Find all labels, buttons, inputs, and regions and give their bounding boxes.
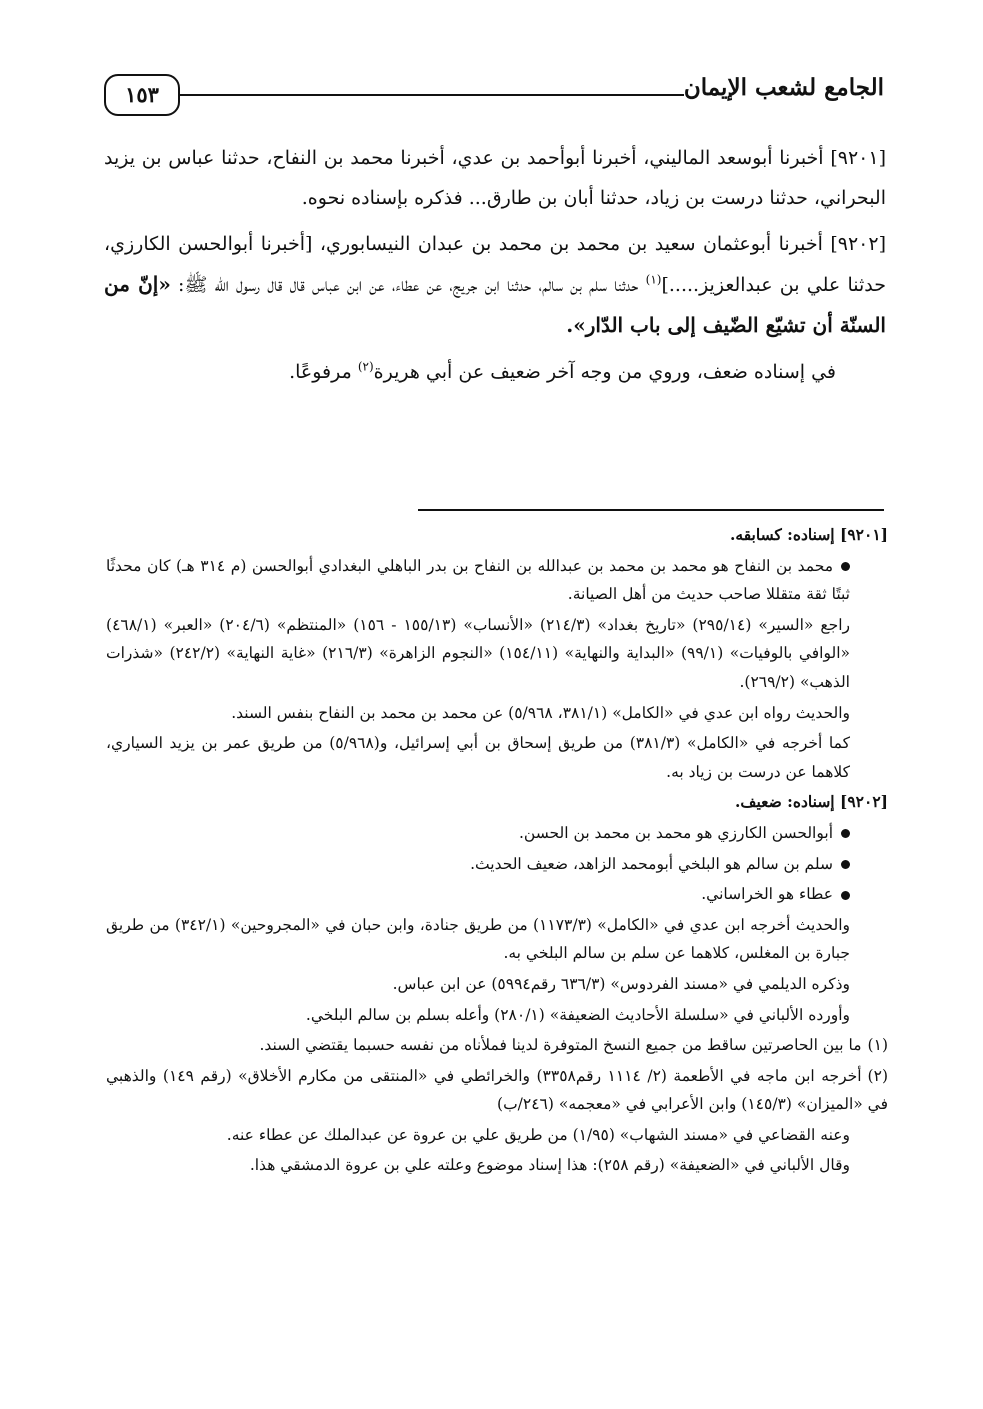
note-9201-takhrij: كما أخرجه في «الكامل» (٣٨١/٣) من طريق إسحاق بن أبي إسرائيل، و(٥/٩٦٨) من طريق عمر بن يزيد السياري، كلاهما عن درست بن زياد به. [106,734,850,781]
note-9202-bullet-1 [106,819,888,848]
note-9202-bullet-3 [106,880,888,909]
bullet-icon [841,891,850,900]
note-9201-heading: [٩٢٠١] إسناده: كسابقه. [729,525,888,544]
narration-9201: [٩٢٠١] أخبرنا أبوسعد الماليني، أخبرنا أبوأحمد بن عدي، أخبرنا محمد بن النفاح، حدثنا عباس بن يزيد البحراني، حدثنا درست بن زياد، حدثنا أبان بن طارق... فذكره بإسناده نحوه. [104,147,886,209]
hadith-text: «إنّ من السنّة أن تشيّع الضّيف إلى باب الدّار». [104,272,886,337]
page-number: ١٥٣ [104,74,180,116]
bullet-icon [841,562,850,571]
note-9202-bullet-1-text: أبوالحسن الكارزي هو محمد بن محمد بن الحسن. [519,823,833,842]
note-9202-heading: [٩٢٠٢] إسناده: ضعيف. [735,792,888,812]
grading-text-end: مرفوعًا. [289,361,358,383]
footnote-ref-1[interactable]: (١) [645,272,662,287]
note-9202-takhrij-3: وأورده الألباني في «سلسلة الأحاديث الضعيفة» (٢٨٠/١) وأعله بسلم بن سالم البلخي. [305,1005,850,1024]
note-9201-bullet [106,552,888,609]
grading-note [104,352,886,392]
note-9201-references: راجع «السير» (٢٩٥/١٤) «تاريخ بغداد» (٢١٤/٣) «الأنساب» (١٥٥/١٣ - ١٥٦) «المنتظم» (٢٠٤/٦) «العبر» (٤٦٨/١) «الوافي بالوفيات» (٩٩/١) «البداية والنهاية» (١٥٤/١١) «النجوم الزاهرة» (٢١٦/٣) «غاية النهاية» (٢٤٢/٢) «شذرات الذهب» (٢٦٩/٢). [106,615,851,691]
note-9201-bullet-text: محمد بن النفاح هو محمد بن محمد بن عبدالله بن النفاح بن بدر الباهلي البغدادي أبوالحسن (م ٣١٤ هـ) كان محدثًا ثبتًا ثقة متقللا صاحب حديث من أهل الصيانة. [106,556,850,604]
note-9202-bullet-2 [106,850,888,879]
bullet-icon [841,860,850,869]
running-title: الجامع لشعب الإيمان [683,74,884,101]
footnote-2-marker: (٢) [867,1066,888,1085]
bullet-icon [841,829,850,838]
footnote-2-text: أخرجه ابن ماجه في الأطعمة (٢/ ١١١٤ رقم٣٣٥٨) والخرائطي في «المنتقى من مكارم الأخلاق» (رقم ١٤٩) والذهبي في «الميزان» (١٤٥/٣) وابن الأعرابي في «معجمه» (٢٤٦/ب) [106,1066,888,1114]
grading-text: في إسناده ضعف، وروي من وجه آخر ضعيف عن أبي هريرة [373,361,836,383]
note-9202-bullet-2-text: سلم بن سالم هو البلخي أبومحمد الزاهد، ضعيف الحديث. [470,854,833,873]
header-rule [180,94,684,96]
notes-separator [418,509,884,511]
footnote-ref-2[interactable]: (٢) [357,359,374,374]
note-9202-takhrij-1: والحديث أخرجه ابن عدي في «الكامل» (١١٧٣/٣) من طريق جنادة، وابن حبان في «المجروحين» (٣٤٢/١) من طريق جبارة بن المغلس، كلاهما عن سلم بن سالم البلخي به. [106,915,850,963]
footnote-1-marker: (١) [867,1036,888,1055]
note-9202-bullet-3-text: عطاء هو الخراساني. [701,885,833,904]
notes-section [106,521,888,1182]
note-9202-takhrij-2: وذكره الديلمي في «مسند الفردوس» (٦٣٦/٣ رقم٥٩٩٤) عن ابن عباس. [392,974,850,993]
footnote-1 [106,1031,888,1060]
page-header [104,70,884,130]
footnote-1-text: ما بين الحاصرتين ساقط من جميع النسخ المتوفرة لدينا فملأناه من نفسه حسبما يقتضي السند. [259,1036,862,1055]
narration-9202 [104,224,886,346]
footnote-2 [106,1062,888,1119]
footnote-2-continued-2: وقال الألباني في «الضعيفة» (رقم ٢٥٨): هذا إسناد موضوع وعلته علي بن عروة الدمشقي هذا. [249,1156,850,1175]
narration-9202-chain: [٩٢٠٢] أخبرنا أبوعثمان سعيد بن محمد بن محمد بن عبدان النيسابوري، [أخبرنا أبوالحسن الكارزي، حدثنا علي بن عبدالعزيز.....] [104,233,886,296]
footnote-2-continued-1: وعنه القضاعي في «مسند الشهاب» (١/٩٥) من طريق علي بن عروة عن عبدالملك عن عطاء عنه. [226,1125,850,1144]
note-9201-hadith: والحديث رواه ابن عدي في «الكامل» (٣٨١/١، ٥/٩٦٨) عن محمد بن محمد بن النفاح بنفس السند. [231,703,850,722]
narration-9202-chain-rest: حدثنا سلم بن سالم، حدثنا ابن جريج، عن عطاء، عن ابن عباس قال قال رسول الله ﷺ: [170,274,646,296]
main-text [104,138,886,398]
